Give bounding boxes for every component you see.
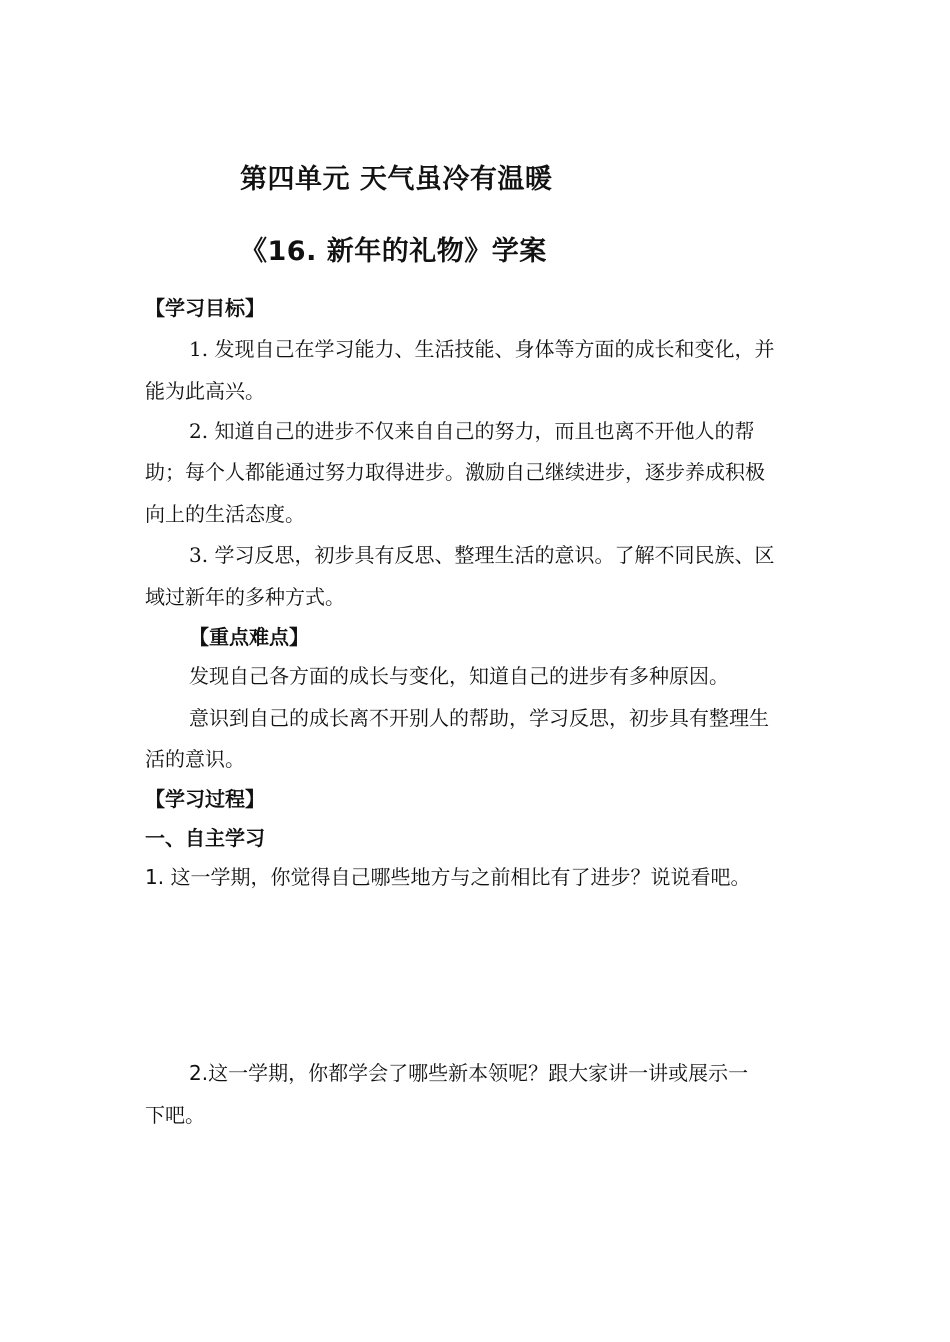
objective-2-line1: 2. 知道自己的进步不仅来自自己的努力，而且也离不开他人的帮 [189, 419, 755, 443]
question-2-line2: 下吧。 [145, 1103, 205, 1127]
objective-1-line2: 能为此高兴。 [145, 379, 265, 403]
question-2-line1: 2.这一学期，你都学会了哪些新本领呢？跟大家讲一讲或展示一 [189, 1061, 749, 1085]
process-heading: 【学习过程】 [145, 787, 265, 811]
key-point-1: 发现自己各方面的成长与变化，知道自己的进步有多种原因。 [189, 664, 729, 688]
objective-2-line3: 向上的生活态度。 [145, 502, 305, 526]
objective-3-line1: 3. 学习反思，初步具有反思、整理生活的意识。了解不同民族、区 [189, 543, 775, 567]
objectives-heading: 【学习目标】 [145, 296, 265, 320]
key-points-heading: 【重点难点】 [189, 625, 309, 649]
objective-2-line2: 助；每个人都能通过努力取得进步。激励自己继续进步，逐步养成积极 [145, 460, 765, 484]
question-1: 1. 这一学期，你觉得自己哪些地方与之前相比有了进步？说说看吧。 [145, 865, 751, 889]
section-self-study: 一、自主学习 [145, 826, 265, 850]
key-point-2-line1: 意识到自己的成长离不开别人的帮助，学习反思，初步具有整理生 [189, 706, 769, 730]
objective-3-line2: 域过新年的多种方式。 [145, 585, 345, 609]
key-point-2-line2: 活的意识。 [145, 747, 245, 771]
objective-1-line1: 1. 发现自己在学习能力、生活技能、身体等方面的成长和变化，并 [189, 337, 775, 361]
lesson-title: 《16. 新年的礼物》学案 [240, 236, 547, 267]
unit-title: 第四单元 天气虽冷有温暖 [240, 164, 553, 195]
